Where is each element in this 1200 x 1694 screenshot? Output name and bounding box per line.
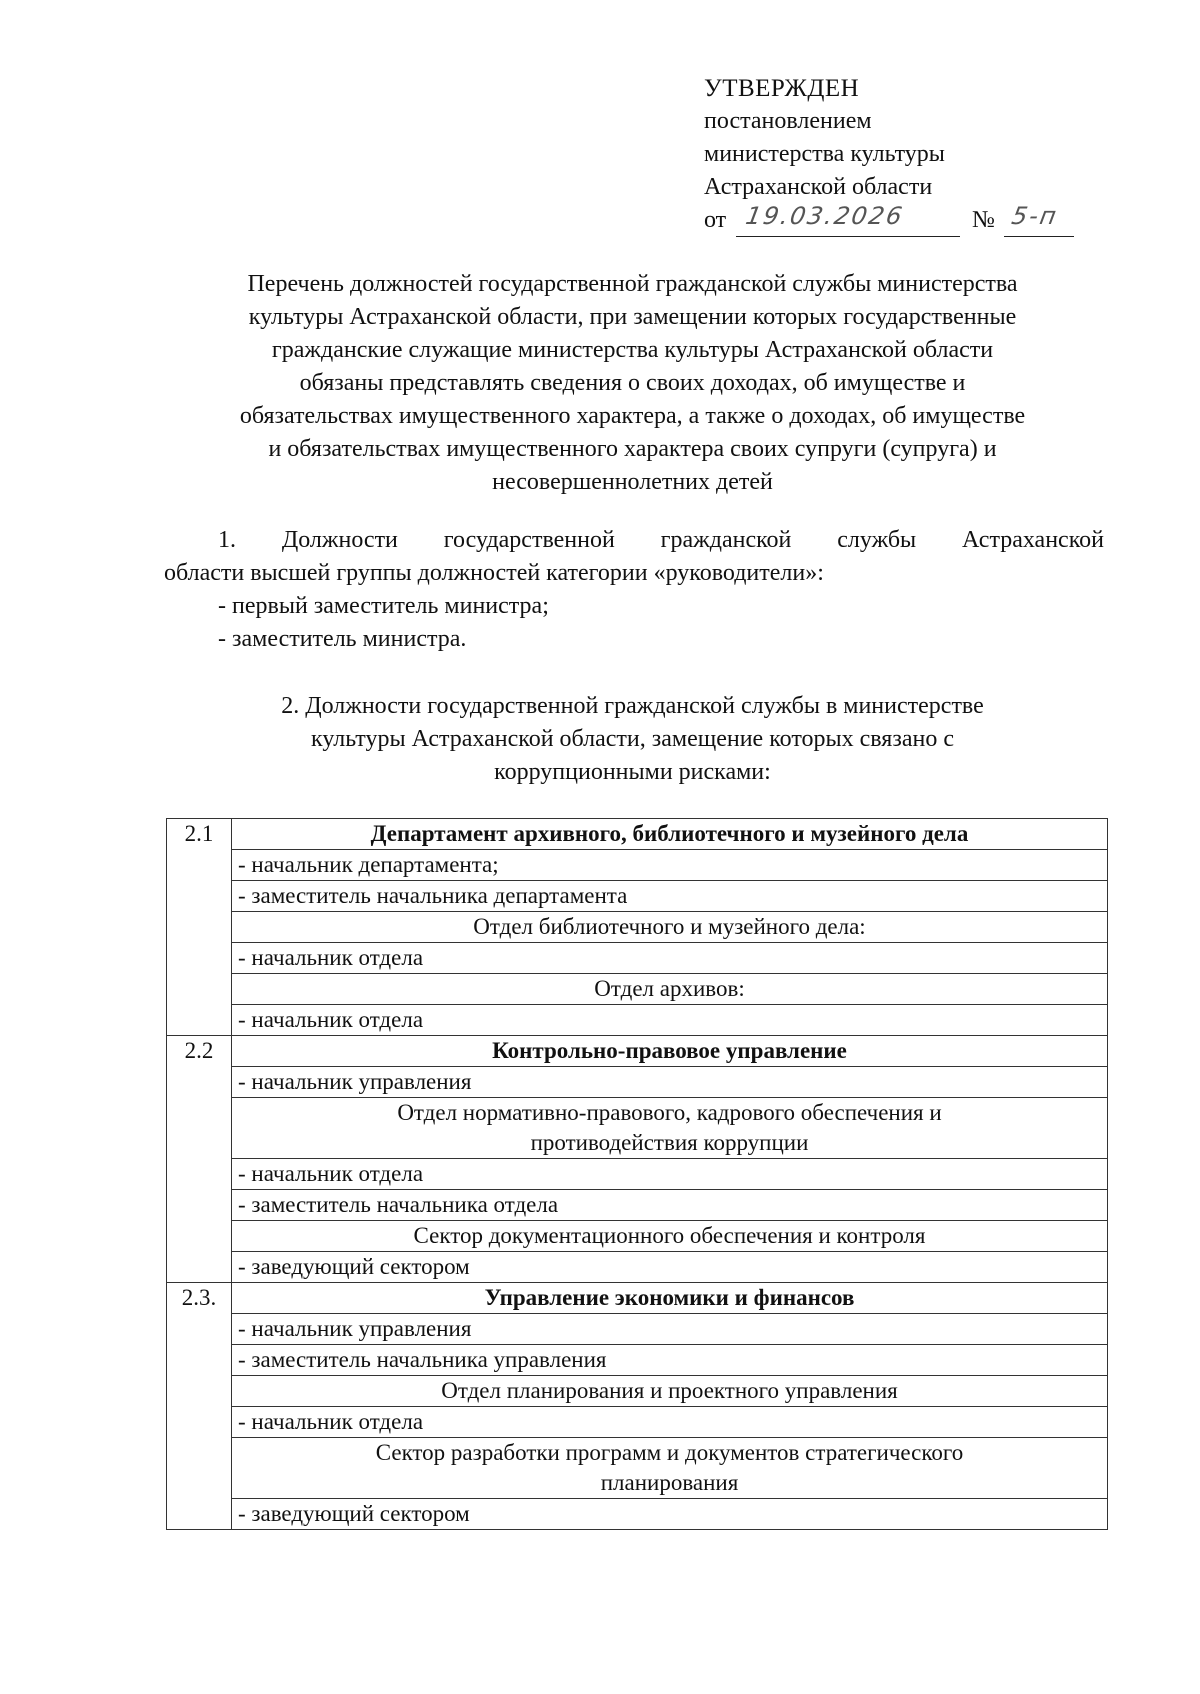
table-row (167, 1036, 1108, 1067)
table-row (167, 1067, 1108, 1098)
table-row (167, 1345, 1108, 1376)
number-underline (1004, 236, 1074, 237)
section-1-item: - заместитель министра. (218, 626, 467, 652)
date-underline (736, 236, 960, 237)
approval-date-row (704, 204, 1104, 240)
position-cell: - начальник департамента; (232, 850, 1108, 881)
table-row (167, 1499, 1108, 1530)
position-cell: - заместитель начальника отдела (232, 1190, 1108, 1221)
position-cell: - начальник отдела (232, 1407, 1108, 1438)
number-prefix: № (972, 207, 995, 233)
section-2-heading-line: коррупционными рисками: (494, 759, 771, 785)
table-row (167, 1159, 1108, 1190)
section-2-heading-line: 2. Должности государственной гражданской службы в министерстве (281, 693, 984, 719)
unit-cell: Отдел нормативно-правового, кадрового обеспечения и противодействия коррупции (232, 1098, 1108, 1159)
section-1-heading-line-1: 1. Должности государственной гражданской службы Астраханской (218, 527, 1104, 553)
table-row (167, 1438, 1108, 1499)
unit-cell: Отдел планирования и проектного управления (232, 1376, 1108, 1407)
table-row (167, 1407, 1108, 1438)
table-row (167, 1190, 1108, 1221)
position-cell: - начальник управления (232, 1067, 1108, 1098)
unit-cell: Отдел архивов: (232, 974, 1108, 1005)
table-row (167, 881, 1108, 912)
table-row (167, 1005, 1108, 1036)
section-1 (164, 524, 1104, 656)
unit-cell: Сектор документационного обеспечения и контроля (232, 1221, 1108, 1252)
approval-line-3: Астраханской области (704, 174, 933, 200)
position-cell: - заведующий сектором (232, 1499, 1108, 1530)
table-row (167, 1252, 1108, 1283)
group-number: 2.1 (167, 819, 232, 1036)
section-2-heading-line: культуры Астраханской области, замещение которых связано с (311, 726, 954, 752)
table-row (167, 1376, 1108, 1407)
position-cell: - заместитель начальника департамента (232, 881, 1108, 912)
position-cell: - начальник отдела (232, 1005, 1108, 1036)
unit-cell: Сектор разработки программ и документов стратегического планирования (232, 1438, 1108, 1499)
table-row (167, 819, 1108, 850)
position-cell: - заместитель начальника управления (232, 1345, 1108, 1376)
section-1-heading-line-2: области высшей группы должностей категории «руководители»: (164, 560, 824, 586)
title-line: несовершеннолетних детей (492, 469, 773, 495)
table-row (167, 1314, 1108, 1345)
department-name: Контрольно-правовое управление (232, 1036, 1108, 1067)
approval-line-2: министерства культуры (704, 141, 945, 167)
title-line: культуры Астраханской области, при замещении которых государственные (248, 304, 1017, 330)
date-prefix: от (704, 207, 727, 233)
document-title (160, 268, 1105, 499)
table-row (167, 912, 1108, 943)
table-row (167, 974, 1108, 1005)
table-row (167, 1221, 1108, 1252)
table-row (167, 850, 1108, 881)
title-line: и обязательствах имущественного характера своих супруги (супруга) и (268, 436, 997, 462)
department-name: Управление экономики и финансов (232, 1283, 1108, 1314)
title-line: Перечень должностей государственной гражданской службы министерства (247, 271, 1018, 297)
position-cell: - начальник управления (232, 1314, 1108, 1345)
section-2-heading (160, 690, 1105, 789)
title-line: обязательствах имущественного характера, а также о доходах, об имуществе (239, 403, 1026, 429)
group-number: 2.2 (167, 1036, 232, 1283)
approval-line-1: постановлением (704, 108, 872, 134)
handwritten-date: 19.03.2026 (743, 202, 906, 230)
positions-table (166, 818, 1108, 1530)
section-1-item: - первый заместитель министра; (218, 593, 549, 619)
handwritten-number: 5-п (1009, 202, 1061, 230)
approval-block (704, 72, 1104, 240)
group-number: 2.3. (167, 1283, 232, 1530)
table-row (167, 943, 1108, 974)
department-name: Департамент архивного, библиотечного и музейного дела (232, 819, 1108, 850)
title-line: обязаны представлять сведения о своих доходах, об имуществе и (299, 370, 966, 396)
title-line: гражданские служащие министерства культуры Астраханской области (271, 337, 994, 363)
position-cell: - заведующий сектором (232, 1252, 1108, 1283)
position-cell: - начальник отдела (232, 1159, 1108, 1190)
table-row (167, 1283, 1108, 1314)
approval-title: УТВЕРЖДЕН (704, 75, 860, 102)
table-row (167, 1098, 1108, 1159)
unit-cell: Отдел библиотечного и музейного дела: (232, 912, 1108, 943)
position-cell: - начальник отдела (232, 943, 1108, 974)
